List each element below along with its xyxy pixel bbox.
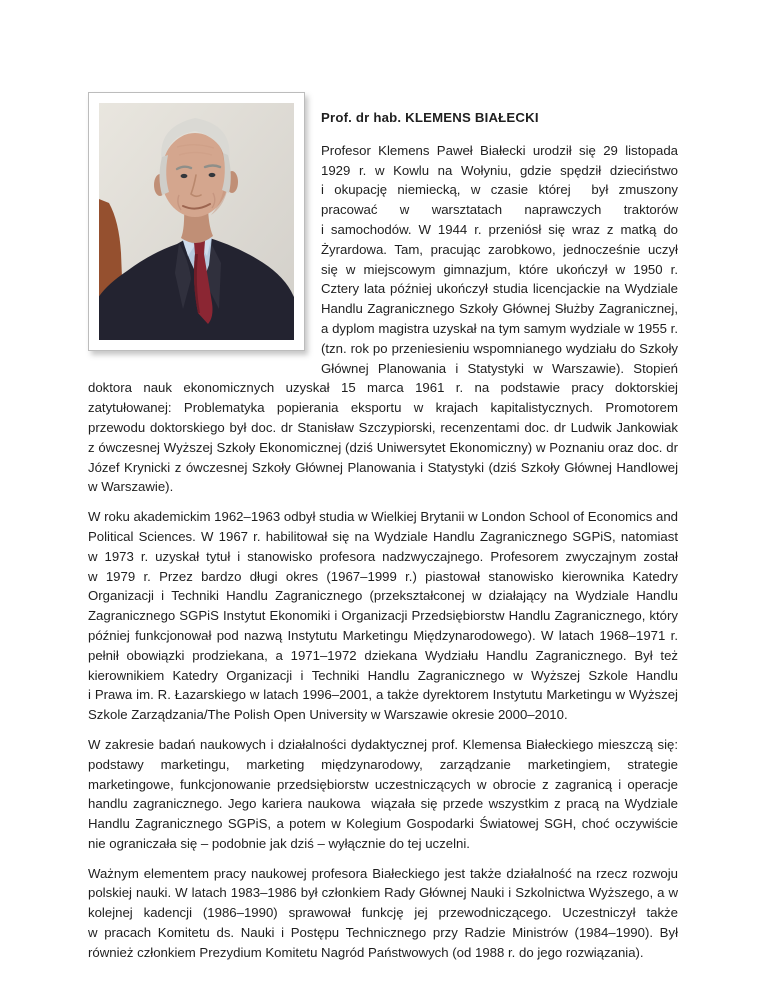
bio-paragraph-2: W roku akademickim 1962–1963 odbył studia w Wielkiej Brytanii w London School of Economics and Political Sciences. W 1967 r. habilitował się na Wydziale Handlu Zagranicznego SGPiS, natomiast w 1973 r. uzyskał tytuł i stanowisko profesora nadzwyczajnego. Profesorem zwyczajnym został w 1979 r. Przez bardzo długi okres (1967–1999 r.) piastował stanowisko kierownika Katedry Organizacji i Techniki Handlu Zagranicznego (przekształconej w działający na Wydziale Handlu Zagranicznego SGPiS Instytut Ekonomiki i Organizacji Przedsiębiorstw Handlu Zagranicznego, który później funkcjonował pod nazwą Instytutu Marketingu Międzynarodowego). W latach 1968–1971 r. pełnił obowiązki prodziekana, a 1971–1972 dziekana Wydziału Handlu Zagranicznego. Był też kierownikiem Katedry Organizacji i Techniki Handlu Zagranicznego w Wyższej Szkole Handlu i Prawa im. R. Łazarskiego w latach 1996–2001, a także dyrektorem Instytutu Marketingu w Wyższej Szkole Zarządzania/The Polish Open University w Warszawie okresie 2000–2010. <box>88 509 678 723</box>
eye-left <box>181 174 188 178</box>
portrait-photo <box>88 92 305 351</box>
bio-paragraph-4: Ważnym elementem pracy naukowej profesora Białeckiego jest także działalność na rzecz rozwoju polskiej nauki. W latach 1983–1986 był członkiem Rady Głównej Nauki i Szkolnictwa Wyższego, a w kolejnej kadencji (1986–1990) sprawował funkcję jej przewodniczącego. Uczestniczył także w pracach Komitetu ds. Nauki i Postępu Technicznego przy Radzie Ministrów (1984–1990). Był również członkiem Prezydium Komitetu Nagród Państwowych (od 1988 r. do jego rozwiązania). <box>88 865 678 960</box>
eye-right <box>209 173 216 177</box>
page-title: Prof. dr hab. KLEMENS BIAŁECKI <box>321 110 539 125</box>
portrait-photo-illustration <box>99 103 294 340</box>
bio-paragraph-3: W zakresie badań naukowych i działalności dydaktycznej prof. Klemensa Białeckiego mieszczą się: podstawy marketingu, marketing międzynarodowy, zarządzanie marketingiem, strategie marketingowe, funkcjonowanie przedsiębiorstw uczestniczących w obrocie z zagranicą i operacje handlu zagranicznego. Jego kariera naukowa wiązała się przede wszystkim z pracą na Wydziale Handlu Zagranicznego SGPiS, a potem w Kolegium Gospodarki Światowej SGH, choć oczywiście nie ograniczała się – podobnie jak dziś – wyłącznie do tej uczelni. <box>88 736 678 851</box>
bio-paragraph-1: Profesor Klemens Paweł Białecki urodził się 29 listopada 1929 r. w Kowlu na Wołyniu, gdzie spędził dzieciństwo i okupację niemiecką, w czasie której był zmuszony pracować w warsztatach naprawczych traktorów i samochodów. W 1944 r. przeniósł się wraz z matką do Żyrardowa. Tam, pracując zarobkowo, jednocześnie uczył się w miejscowym gimnazjum, które ukończył w 1950 r. Cztery lata później ukończył studia licencjackie na Wydziale Handlu Zagranicznego Szkoły Głównej Służby Zagranicznej, a dyplom magistra uzyskał na tym samym wydziale w 1955 r. (tzn. rok po przeniesieniu wspomnianego wydziału do Szkoły Głównej Planowania i Statystyki w Warszawie). Stopień doktora nauk ekonomicznych uzyskał 15 marca 1961 r. na podstawie pracy doktorskiej zatytułowanej: Problematyka popierania eksportu w krajach kapitalistycznych. Promotorem przewodu doktorskiego był doc. dr Stanisław Szczypiorski, recenzentami doc. dr Ludwik Jankowiak z ówczesnej Wyższej Szkoły Ekonomicznej (dziś Uniwersytet Ekonomiczny) w Poznaniu oraz doc. dr Józef Krynicki z ówczesnej Szkoły Głównej Planowania i Statystyki (dziś Szkoły Głównej Handlowej w Warszawie). <box>88 142 678 495</box>
